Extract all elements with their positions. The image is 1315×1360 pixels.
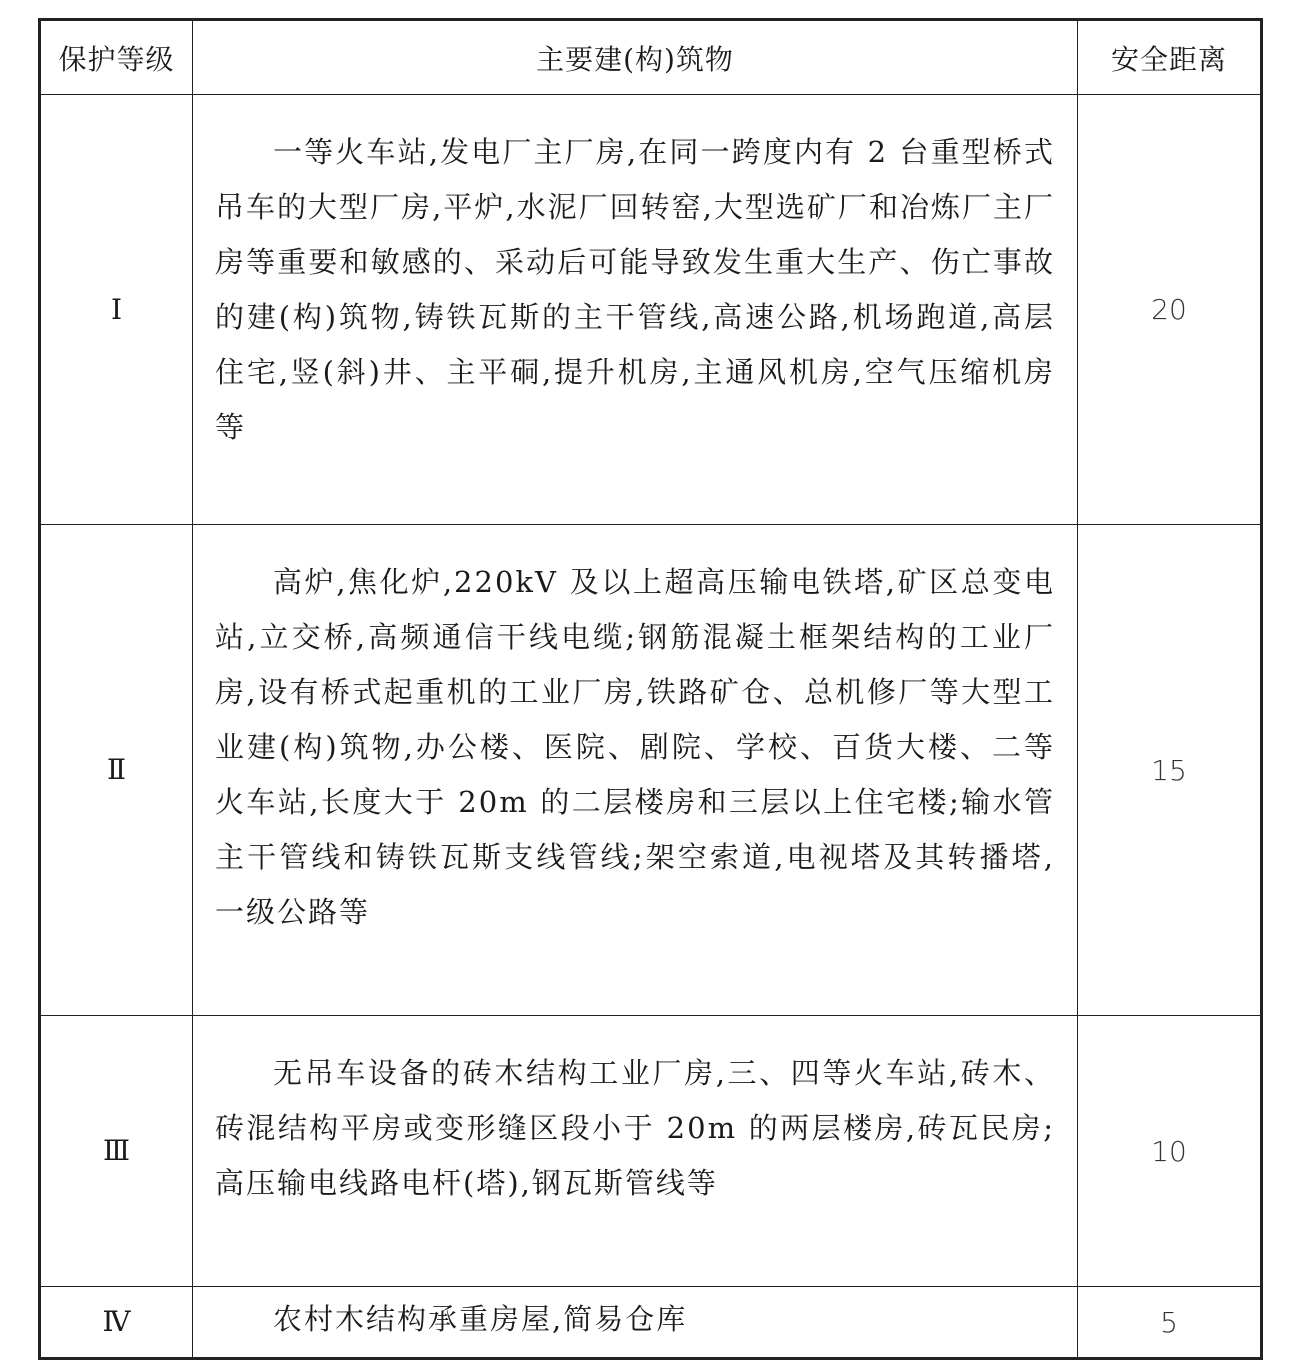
row-description-text: 高炉,焦化炉,220kV 及以上超高压输电铁塔,矿区总变电站,立交桥,高频通信干线电缆;钢筋混凝土框架结构的工业厂房,设有桥式起重机的工业厂房,铁路矿仓、总机修厂等大型工业建(构)筑物,办公楼、医院、剧院、学校、百货大楼、二等火车站,长度大于 20m 的二层楼房和三层以上住宅楼;输水管主干管线和铸铁瓦斯支线管线;架空索道,电视塔及其转播塔,一级公路等 [215,565,1055,929]
row-description-text: 农村木结构承重房屋,简易仓库 [273,1302,688,1336]
table-row [40,1287,1262,1359]
row-description-cell [193,1287,1078,1359]
table-row [40,1016,1262,1287]
protection-level-table [38,18,1263,1360]
table-row [40,525,1262,1016]
table-header-row [40,20,1262,95]
row-distance-cell: 10 [1078,1016,1262,1287]
table-row [40,95,1262,525]
row-description-cell [193,1016,1078,1287]
row-description-text: 无吊车设备的砖木结构工业厂房,三、四等火车站,砖木、砖混结构平房或变形缝区段小于 20m 的两层楼房,砖瓦民房;高压输电线路电杆(塔),钢瓦斯管线等 [215,1056,1055,1200]
row-description-text: 一等火车站,发电厂主厂房,在同一跨度内有 2 台重型桥式吊车的大型厂房,平炉,水泥厂回转窑,大型选矿厂和冶炼厂主厂房等重要和敏感的、采动后可能导致发生重大生产、伤亡事故的建(构)筑物,铸铁瓦斯的主干管线,高速公路,机场跑道,高层住宅,竖(斜)井、主平硐,提升机房,主通风机房,空气压缩机房等 [215,135,1055,444]
row-level-cell: Ⅰ [40,95,193,525]
row-distance-cell: 5 [1078,1287,1262,1359]
row-description-cell [193,95,1078,525]
row-level-cell: Ⅲ [40,1016,193,1287]
row-level-cell: Ⅳ [40,1287,193,1359]
row-distance-cell: 20 [1078,95,1262,525]
header-main-structures: 主要建(构)筑物 [193,20,1078,95]
protection-level-table-container [38,18,1260,1360]
row-level-cell: Ⅱ [40,525,193,1016]
header-safety-distance: 安全距离 [1078,20,1262,95]
row-description-cell [193,525,1078,1016]
row-distance-cell: 15 [1078,525,1262,1016]
header-protection-level: 保护等级 [40,20,193,95]
